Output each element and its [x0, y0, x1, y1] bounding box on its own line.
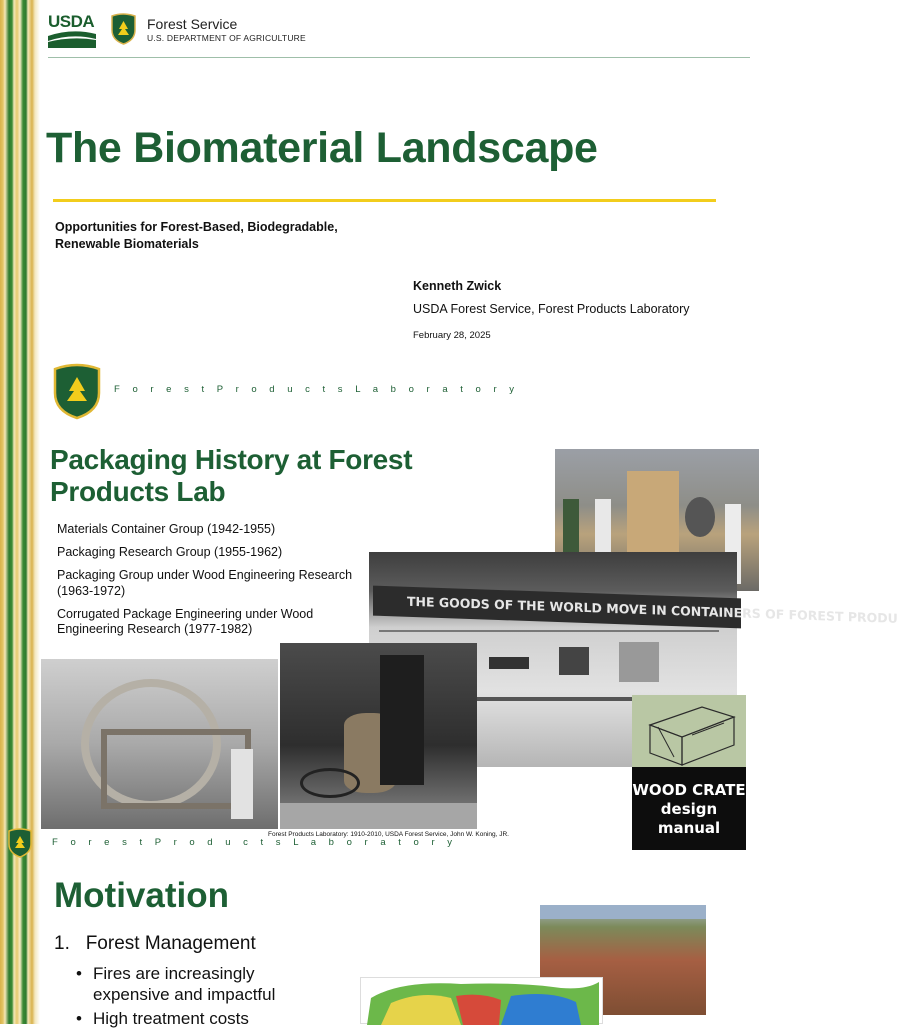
map-icon: [361, 978, 604, 1025]
forest-service-shield-icon: [7, 828, 33, 858]
point-label: Forest Management: [85, 933, 256, 954]
list-item: Materials Container Group (1942-1955): [57, 522, 276, 536]
bullet-item: • Fires are increasingly expensive and impactful: [76, 963, 296, 1005]
author-affiliation: USDA Forest Service, Forest Products Laboratory: [413, 302, 690, 316]
usda-logo-swoosh-icon: [48, 30, 96, 48]
us-map-image: [360, 977, 603, 1024]
bullet-item: • High treatment costs: [76, 1009, 249, 1028]
photo-caption: Forest Products Laboratory: 1910-2010, USDA Forest Service, John W. Koning, JR.: [268, 831, 509, 838]
page-title: The Biomaterial Landscape: [46, 124, 598, 172]
forest-service-shield-icon: [52, 363, 102, 419]
bullet-text: Fires are increasingly expensive and impactful: [93, 964, 276, 1004]
presentation-date: February 28, 2025: [413, 330, 491, 341]
machine-photo: [41, 659, 278, 829]
department-name: U.S. DEPARTMENT OF AGRICULTURE: [147, 33, 306, 43]
list-item: Packaging Group under Wood Engineering Research (1963-1972): [57, 568, 353, 598]
footer-lab-label: F o r e s t P r o d u c t s L a b o r a t o r y: [114, 384, 520, 395]
point-number: 1.: [54, 933, 70, 954]
decorative-stripe: [0, 855, 40, 1024]
title-rule: [53, 199, 716, 202]
agency-name: Forest Service: [147, 16, 238, 32]
barrel-test-photo: [280, 643, 477, 829]
crate-drawing-icon: [632, 695, 746, 767]
subtitle: Opportunities for Forest-Based, Biodegradable, Renewable Biomaterials: [55, 220, 338, 251]
crate-manual-title: WOOD CRATE design manual: [632, 781, 746, 837]
usda-logo: [48, 13, 96, 47]
forest-service-shield-icon: [110, 13, 137, 45]
list-item: Corrugated Package Engineering under Wood Engineering Research (1977-1982): [57, 606, 314, 636]
bullet-text: High treatment costs: [93, 1009, 249, 1028]
list-item: Packaging Research Group (1955-1962): [57, 545, 283, 559]
exhibit-banner: THE GOODS OF THE WORLD MOVE IN CONTAINERS OF FOREST PRODU: [373, 586, 741, 629]
footer-lab-label: F o r e s t P r o d u c t s L a b o r a t o r y: [52, 837, 458, 848]
usda-logo-text: USDA: [48, 12, 95, 31]
author-name: Kenneth Zwick: [413, 279, 502, 293]
section-heading: Packaging History at Forest Products Lab: [50, 444, 413, 507]
section-heading: Motivation: [54, 876, 229, 915]
header-divider: [48, 57, 750, 58]
decorative-stripe: [0, 0, 40, 433]
history-list: [57, 522, 357, 645]
list-number: [54, 933, 256, 955]
wood-crate-manual-cover: [632, 695, 746, 850]
decorative-stripe: [0, 433, 40, 855]
